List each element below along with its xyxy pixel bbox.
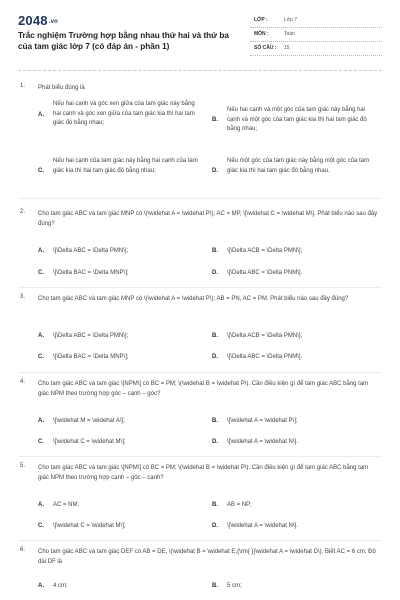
option-label: B. [212, 418, 218, 424]
option-label: A. [38, 418, 44, 424]
question-number: 3. [20, 294, 26, 300]
option-b[interactable] [212, 332, 382, 342]
question-number: 4. [20, 379, 26, 385]
option-a[interactable] [38, 501, 208, 511]
question-text: Cho tam giác ABC và tam giác MNP có \(\widehat A = \widehat P\); AB = PN, AC = PM. Phát biểu nào sau đây đúng? [38, 296, 349, 302]
site-logo[interactable] [18, 13, 58, 28]
option-text: Nếu một góc của tam giác này bằng một góc của tam giác kia thì hai tam giác đó bằng nhau. [227, 158, 370, 174]
option-label: A. [38, 112, 44, 118]
question-number: 1. [20, 83, 26, 89]
option-a[interactable] [38, 247, 208, 257]
option-a[interactable] [38, 332, 208, 342]
option-d[interactable] [212, 353, 382, 363]
option-text: AB = NP; [227, 502, 252, 508]
option-label: B. [212, 502, 218, 508]
document-title: Trắc nghiệm Trường hợp bằng nhau thứ hai và thứ ba của tam giác lớp 7 (có đáp án - phần 1) [18, 31, 229, 51]
option-label: B. [212, 583, 218, 589]
option-label: A. [38, 583, 44, 589]
option-c[interactable] [38, 438, 208, 448]
option-d[interactable] [212, 438, 382, 448]
option-d[interactable] [212, 157, 382, 187]
option-d[interactable] [212, 269, 382, 279]
option-label: C. [38, 354, 44, 360]
option-label: D. [212, 439, 218, 445]
option-text: \[\Delta BAC = \Delta MNP\]; [53, 270, 129, 276]
option-label: A. [38, 248, 44, 254]
option-a[interactable] [38, 582, 208, 592]
option-label: B. [212, 333, 218, 339]
option-text: \[\Delta ABC = \Delta PNM\]. [227, 270, 303, 276]
option-c[interactable] [38, 522, 208, 532]
question-number: 5. [20, 463, 26, 469]
option-label: C. [38, 168, 44, 174]
option-label: A. [38, 502, 44, 508]
option-text: 5 cm; [227, 583, 242, 589]
meta-key: SỐ CÂU : [254, 45, 277, 51]
header-divider [18, 70, 382, 71]
option-b[interactable] [212, 247, 382, 257]
option-label: D. [212, 168, 218, 174]
question-divider [18, 456, 382, 457]
option-text: \[\Delta ACB = \Delta PMN\]; [227, 248, 303, 254]
meta-value: Lớp 7 [284, 17, 298, 23]
option-text: Nếu hai cạnh của tam giác này bằng hai cạnh của tam giác kia thì hai tam giác đó bằng nhau; [53, 158, 198, 174]
option-label: D. [212, 523, 218, 529]
question-text: Cho tam giác ABC và tam giác MNP có \(\widehat A = \widehat P\); AC = MP, \[\widehat C = \widehat M\]. Phát biểu nào sau đây đúng? [38, 211, 378, 227]
option-text: \[\Delta ABC = \Delta PMN\]; [53, 333, 129, 339]
option-b[interactable] [212, 417, 382, 427]
option-text: \[\Delta ACB = \Delta PMN\]; [227, 333, 303, 339]
meta-row-count [250, 42, 382, 56]
option-text: Nếu hai cạnh và một góc của tam giác này bằng hai cạnh và một góc của tam giác kia thì hai tam giác đó bằng nhau; [227, 107, 367, 132]
question-text: Phát biểu đúng là [38, 85, 85, 91]
option-label: A. [38, 333, 44, 339]
option-text: AC = NM; [53, 502, 80, 508]
option-b[interactable] [212, 582, 382, 592]
question-divider [18, 540, 382, 541]
question-number: 2. [20, 209, 26, 215]
option-c[interactable] [38, 157, 208, 187]
option-text: \[\widehat A = \widehat P\]; [227, 418, 298, 424]
meta-value: 15 [284, 45, 290, 51]
question-text: Cho tam giác ABC và tam giác \[NPM\] có BC = PM; \(\widehat B = \widehat P\). Cần điều kiện gì để tam giác ABC bằng tam giác NPM theo trường hợp góc – cạnh – góc? [38, 381, 369, 397]
question-divider [18, 198, 382, 199]
logo-suffix: .vn [48, 19, 59, 25]
option-label: C. [38, 270, 44, 276]
document-header [0, 0, 400, 66]
question-divider [18, 287, 382, 288]
logo-text: 2048 [18, 13, 48, 28]
option-text: \[\widehat A = \widehat N\]. [227, 523, 298, 529]
question-number: 6. [20, 547, 26, 553]
meta-value: Toán [284, 31, 295, 37]
option-text: \[\widehat C = \widehat M\]; [53, 439, 126, 445]
meta-row-subject [250, 28, 382, 42]
option-text: \[\widehat M = \widehat A\]; [53, 418, 125, 424]
option-c[interactable] [38, 353, 208, 363]
option-text: \[\Delta ABC = \Delta PNM\]. [227, 354, 303, 360]
meta-row-class [250, 14, 382, 28]
option-c[interactable] [38, 269, 208, 279]
option-label: C. [38, 439, 44, 445]
question-divider [18, 372, 382, 373]
option-text: \[\Delta BAC = \Delta MNP\]; [53, 354, 129, 360]
document-meta [250, 14, 382, 56]
option-d[interactable] [212, 522, 382, 532]
option-label: C. [38, 523, 44, 529]
option-a[interactable] [38, 417, 208, 427]
option-b[interactable] [212, 501, 382, 511]
option-text: \[\Delta ABC = \Delta PMN\]; [53, 248, 129, 254]
meta-key: MÔN : [254, 31, 269, 37]
option-a[interactable] [38, 100, 208, 144]
question-text: Cho tam giác ABC và tam giác DEF có AB = DE, \(\widehat B = \widehat E,{\rm{ }}\widehat A = \widehat D\). Biết AC = 6 cm. Độ dài DF là [38, 549, 376, 565]
question-text: Cho tam giác ABC và tam giác \[NPM\] có BC = PM; \(\widehat B = \widehat P\). Cần điều kiện gì để tam giác ABC bằng tam giác NPM theo trường hợp cạnh – góc – cạnh? [38, 465, 369, 481]
option-text: \[\widehat A = \widehat N\]. [227, 439, 298, 445]
option-text: Nếu hai cạnh và góc xen giữa của tam giác này bằng hai cạnh và góc xen giữa của tam giác kia thì hai tam giác đó bằng nhau; [53, 101, 195, 126]
option-text: 4 cm; [53, 583, 68, 589]
option-label: D. [212, 270, 218, 276]
option-label: B. [212, 117, 218, 123]
option-label: B. [212, 248, 218, 254]
meta-key: LỚP : [254, 17, 268, 23]
option-label: D. [212, 354, 218, 360]
option-text: \[\widehat C = \widehat M\]; [53, 523, 126, 529]
option-b[interactable] [212, 106, 382, 140]
